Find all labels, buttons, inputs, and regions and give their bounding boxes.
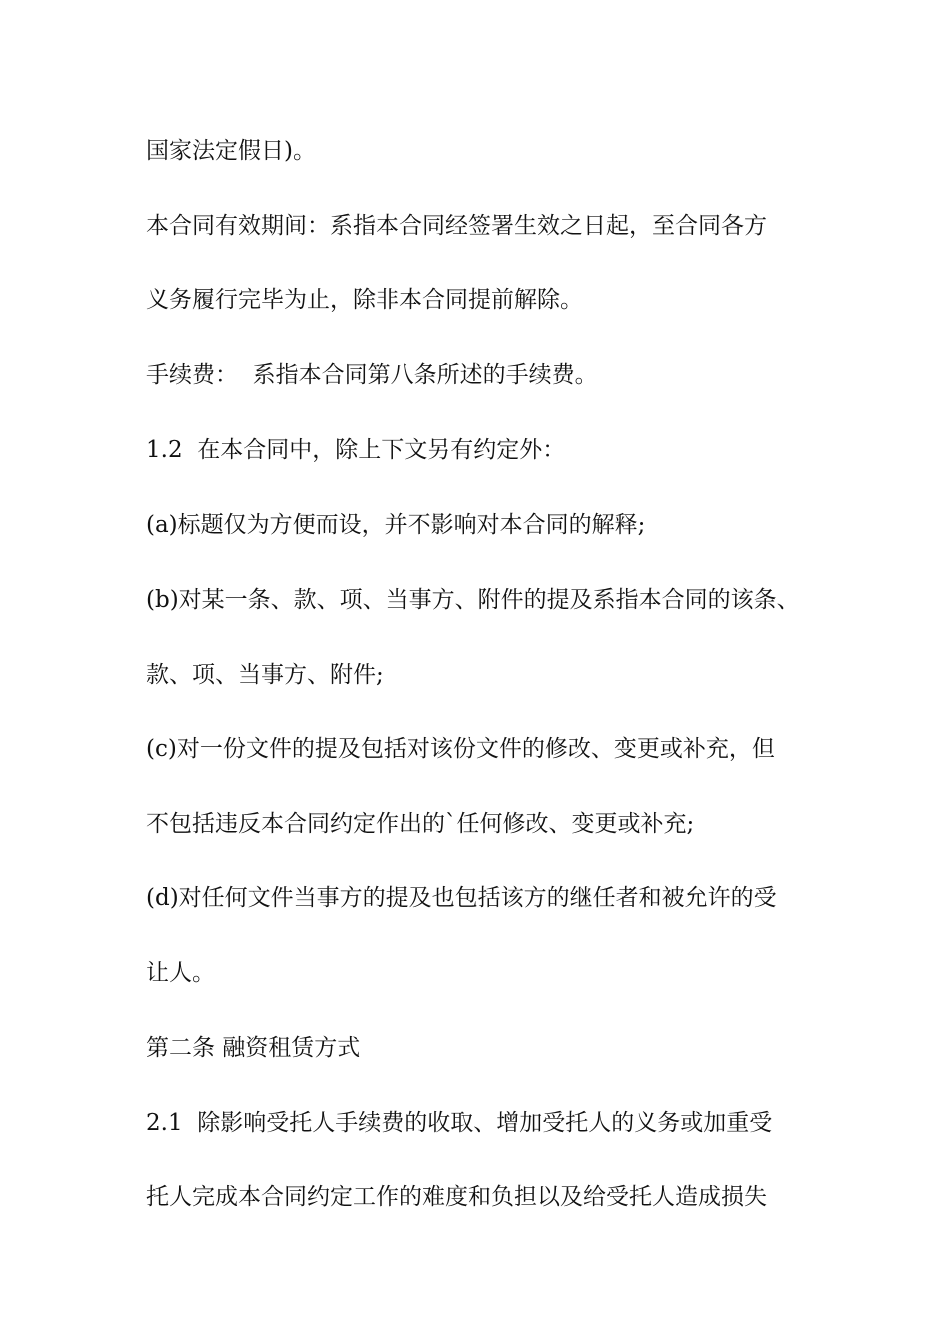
text-line: (c)对一份文件的提及包括对该份文件的修改、变更或补充，但 xyxy=(146,736,775,762)
text-line: 义务履行完毕为止，除非本合同提前解除。 xyxy=(146,287,583,313)
section-heading: 第二条 融资租赁方式 xyxy=(146,1035,361,1061)
text-line: (d)对任何文件当事方的提及也包括该方的继任者和被允许的受 xyxy=(146,885,777,911)
text-line: 不包括违反本合同约定作出的`任何修改、变更或补充; xyxy=(146,811,695,837)
text-line: (b)对某一条、款、项、当事方、附件的提及系指本合同的该条、 xyxy=(146,587,800,613)
text-line: 手续费： 系指本合同第八条所述的手续费。 xyxy=(146,362,598,388)
text-line: 托人完成本合同约定工作的难度和负担以及给受托人造成损失 xyxy=(146,1184,767,1210)
text-line: 款、项、当事方、附件; xyxy=(146,662,384,688)
text-line: 国家法定假日)。 xyxy=(146,138,316,164)
text-line: 本合同有效期间：系指本合同经签署生效之日起，至合同各方 xyxy=(146,213,767,239)
text-line: 2.1 除影响受托人手续费的收取、增加受托人的义务或加重受 xyxy=(146,1110,773,1136)
text-line: 让人。 xyxy=(146,960,215,986)
text-line: 1.2 在本合同中，除上下文另有约定外： xyxy=(146,437,566,463)
text-line: (a)标题仅为方便而设，并不影响对本合同的解释; xyxy=(146,512,646,538)
